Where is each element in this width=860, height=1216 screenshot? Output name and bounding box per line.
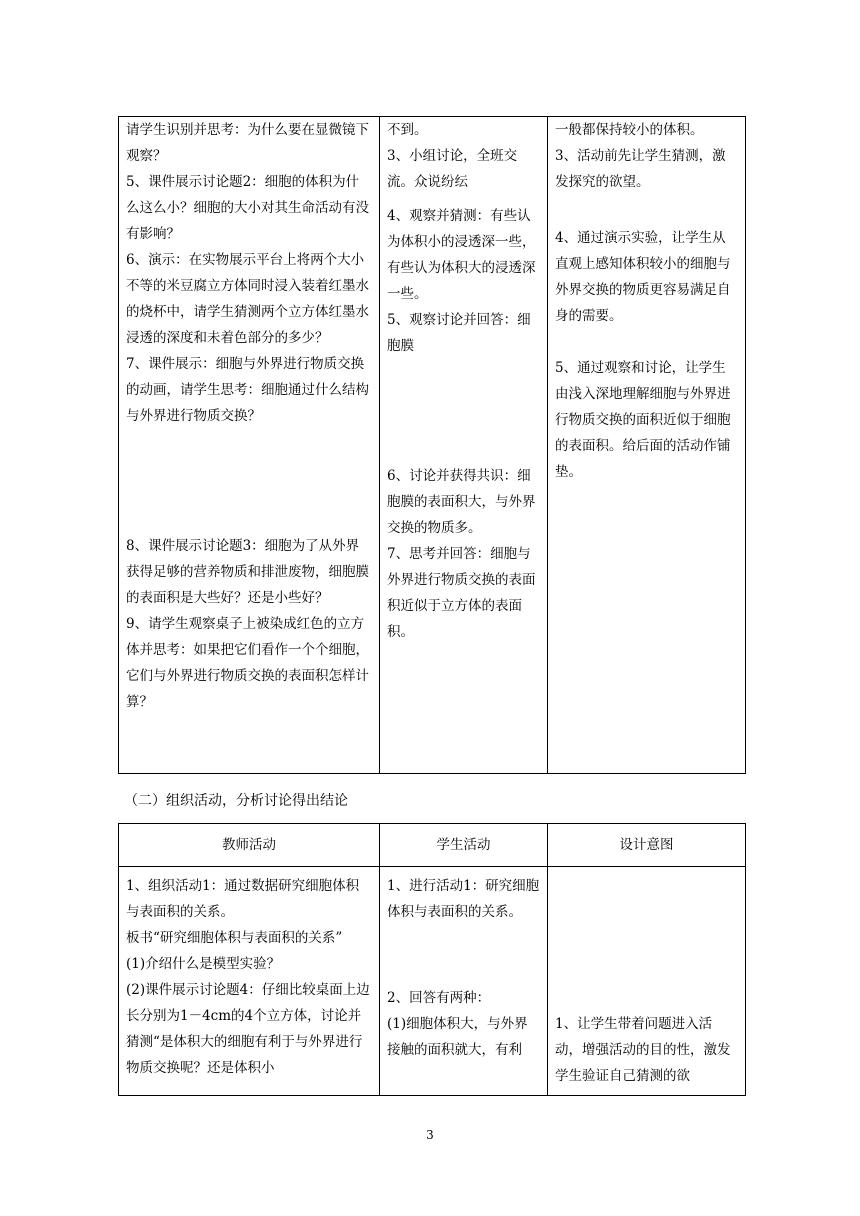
spacer (555, 195, 738, 225)
student-item: 7、思考并回答：细胞与外界进行物质交换的表面积近似于立方体的表面积。 (387, 546, 536, 640)
spacer (555, 329, 738, 355)
student-item: 5、观察讨论并回答：细胞膜 (387, 312, 531, 354)
teacher-item: 1、组织活动1：通过数据研究细胞体积与表面积的关系。 (126, 878, 360, 920)
teacher-item: (1)介绍什么是模型实验？ (126, 956, 281, 972)
student-item: (1)细胞体积大，与外界接触的面积就大，有利 (387, 1016, 528, 1058)
teacher-activity-cell (119, 867, 380, 1096)
spacer (555, 873, 738, 1011)
page-number: 3 (426, 1128, 434, 1142)
design-intent-cell (548, 117, 746, 774)
teacher-item: (2)课件展示讨论题4：仔细比较桌面上边长分别为1－4cm的4个立方体，讨论并猜测“是体积大的细胞有利于与外界进行物质交换呢？还是体积小 (126, 982, 370, 1076)
teacher-activity-cell (119, 117, 380, 774)
header-design-intent: 设计意图 (548, 824, 746, 867)
teacher-item: 5、课件展示讨论题2：细胞的体积为什么这么小？细胞的大小对其生命活动有没有影响？ (126, 174, 369, 242)
design-item: 4、通过演示实验，让学生从直观上感知体积较小的细胞与外界交换的物质更容易满足自身的需要。 (555, 230, 731, 324)
teacher-item: 请学生识别并思考：为什么要在显微镜下观察？ (126, 122, 369, 164)
spacer (126, 429, 372, 533)
teacher-item: 板书“研究细胞体积与表面积的关系” (126, 930, 343, 946)
header-teacher-activity: 教师活动 (119, 824, 380, 867)
table-header-row (119, 824, 746, 867)
teacher-item: 8、课件展示讨论题3：细胞为了从外界获得足够的营养物质和排泄废物，细胞膜的表面积是大些好？还是小些好？ (126, 538, 369, 606)
student-item: 6、讨论并获得共识：细胞膜的表面积大，与外界交换的物质多。 (387, 468, 536, 536)
design-item: 1、让学生带着问题进入活动，增强活动的目的性，激发学生验证自己猜测的欲 (555, 1016, 731, 1084)
teacher-item: 7、课件展示：细胞与外界进行物质交换的动画，请学生思考：细胞通过什么结构与外界进行物质交换？ (126, 356, 369, 424)
table-row (119, 117, 746, 774)
design-item: 3、活动前先让学生猜测，激发探究的欲望。 (555, 148, 726, 190)
lesson-table-continued (118, 116, 746, 774)
spacer (387, 925, 540, 985)
header-student-activity: 学生活动 (380, 824, 548, 867)
student-item: 2、回答有两种： (387, 990, 491, 1006)
design-item: 5、通过观察和讨论，让学生由浅入深地理解细胞与外界进行物质交换的面积近似于细胞的表面积。给后面的活动作铺垫。 (555, 360, 731, 480)
teacher-item: 6、演示：在实物展示平台上将两个大小不等的米豆腐立方体同时浸入装着红墨水的烧杯中，请学生猜测两个立方体红墨水浸透的深度和未着色部分的多少？ (126, 252, 369, 346)
student-activity-cell (380, 867, 548, 1096)
spacer (387, 195, 540, 203)
design-intent-cell (548, 867, 746, 1096)
student-item: 1、进行活动1：研究细胞体积与表面积的关系。 (387, 878, 540, 920)
spacer (387, 359, 540, 463)
design-item: 一般都保持较小的体积。 (555, 122, 704, 138)
student-item: 4、观察并猜测：有些认为体积小的浸透深一些，有些认为体积大的浸透深一些。 (387, 208, 536, 302)
student-item: 不到。 (387, 122, 428, 138)
teacher-item: 9、请学生观察桌子上被染成红色的立方体并思考：如果把它们看作一个个细胞，它们与外界进行物质交换的表面积怎样计算？ (126, 616, 369, 710)
activity-table (118, 823, 746, 1096)
student-item: 3、小组讨论，全班交流。众说纷纭 (387, 148, 518, 190)
student-activity-cell (380, 117, 548, 774)
section-heading: （二）组织活动，分析讨论得出结论 (124, 793, 348, 809)
table-row (119, 867, 746, 1096)
